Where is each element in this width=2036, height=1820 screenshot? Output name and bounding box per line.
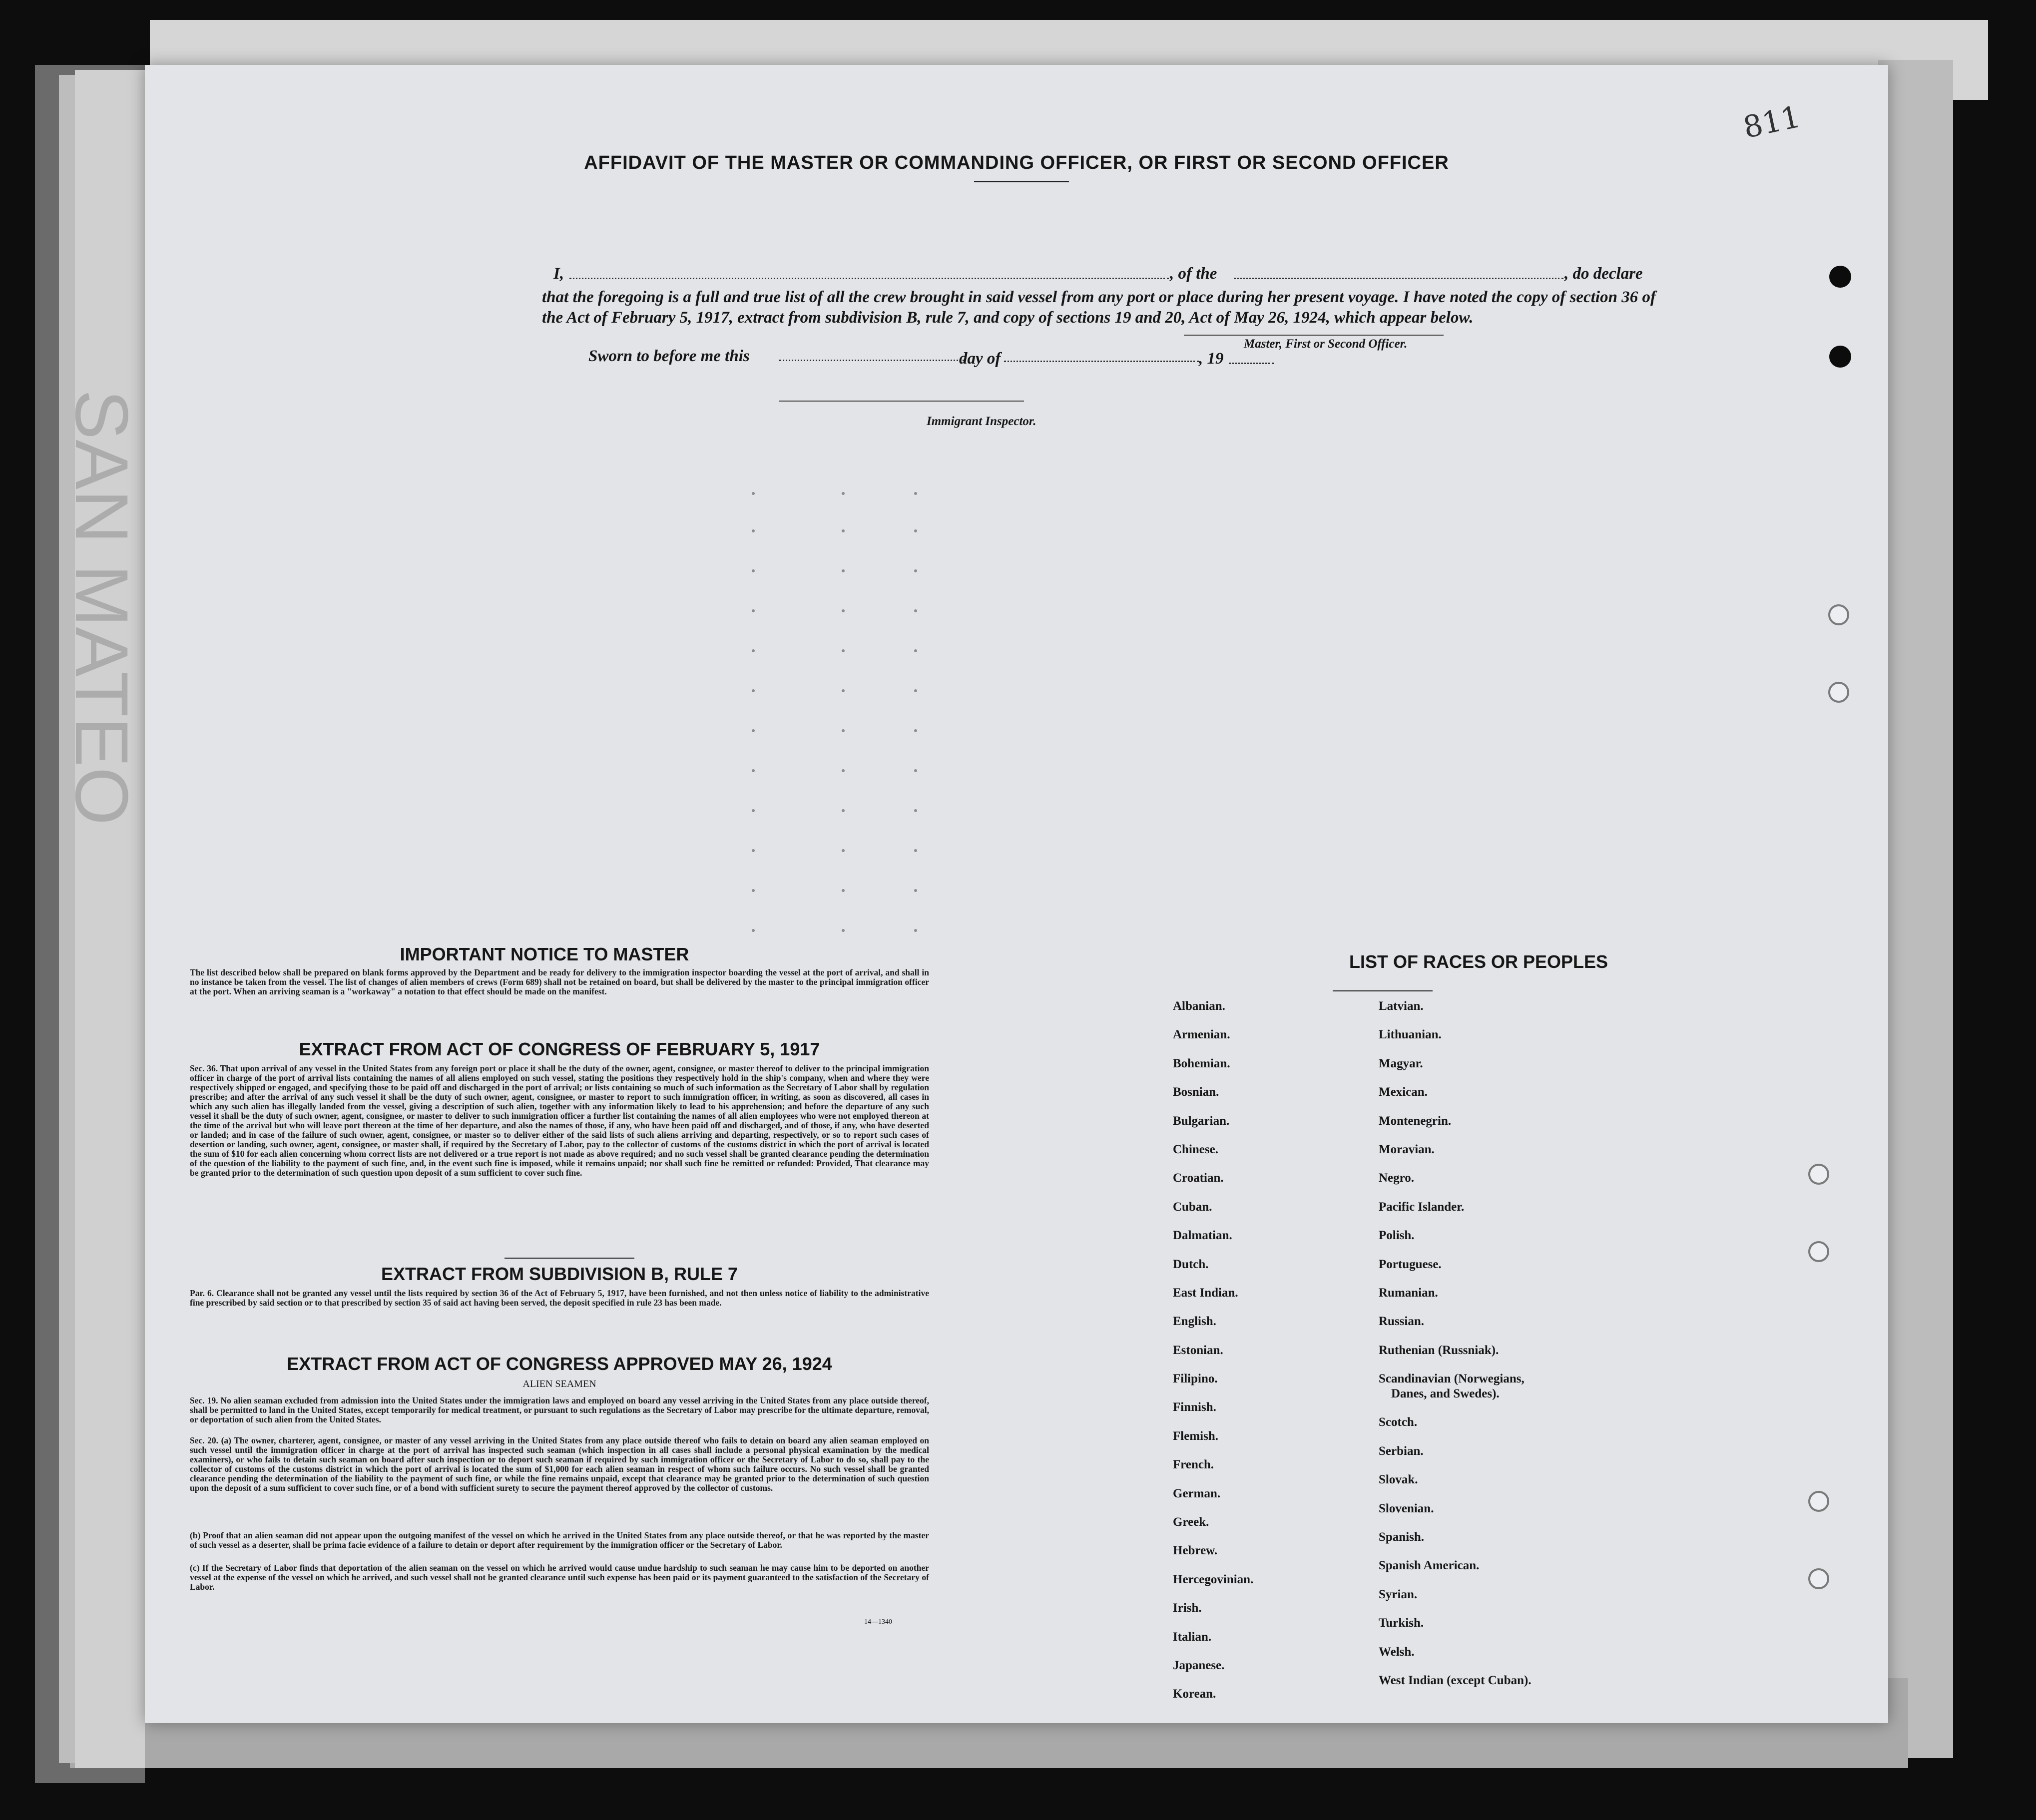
bleed-mark xyxy=(914,529,917,532)
race-item: Italian. xyxy=(1173,1630,1212,1644)
punch-hole xyxy=(1829,266,1851,288)
bleed-mark xyxy=(842,929,845,932)
race-item: Flemish. xyxy=(1173,1429,1218,1443)
punch-hole-ring xyxy=(1808,1164,1829,1185)
bleed-mark xyxy=(842,809,845,812)
document-page xyxy=(145,65,1888,1723)
race-item: Japanese. xyxy=(1173,1658,1225,1672)
sworn-year-field[interactable] xyxy=(1229,363,1274,364)
bleed-mark xyxy=(752,569,755,572)
notice-title: IMPORTANT NOTICE TO MASTER xyxy=(400,944,689,964)
officer-name-field[interactable] xyxy=(569,278,1169,279)
race-item: Albanian. xyxy=(1173,999,1225,1013)
extract-1924-sec20a: Sec. 20. (a) The owner, charterer, agent, consignee, or master of any vessel arriving in the United States from any place outside thereof who fails to detain on board any alien seaman employed on such vessel until the immigration officer in charge at the port of arrival has inspected such seaman (which inspection in all cases shall include a personal physical examination by the medical examiners), or who fails to detain such seaman on board after such inspection or to deport such seaman if required by such immigration officer or the Secretary of Labor to do so, shall pay to the collector of customs of the customs district in which the port of arrival is located the sum of $1,000 for each alien seaman in respect of whom such failure occurs. No such vessel shall be granted clearance pending the determination of the liability to the payment of such fine, or while the fine remains unpaid, except that clearance may be granted prior to the determination of such question upon the deposit of a sum sufficient to cover such fine, or of a bond with sufficient surety to secure the payment thereof approved by the collector of customs. xyxy=(190,1435,929,1493)
race-item: Hebrew. xyxy=(1173,1544,1218,1558)
race-item: German. xyxy=(1173,1486,1221,1500)
bleed-mark xyxy=(914,849,917,852)
race-item: Irish. xyxy=(1173,1601,1202,1615)
race-item: Rumanian. xyxy=(1379,1286,1438,1300)
day-of-label: day of xyxy=(959,350,1001,368)
notice-body: The list described below shall be prepared on blank forms approved by the Department and be ready for delivery to the immigration inspector boarding the vessel at the port of arrival, and shall in no instance be taken from the vessel. The list of changes of alien members of crews (Form 689) shall not be retained on board, but shall be delivered by the master to the principal immigration officer at the port. When an arriving seaman is a "workaway" a notation to that effect should be made on the manifest. xyxy=(190,967,929,996)
race-item: Welsh. xyxy=(1379,1645,1415,1659)
race-item: Armenian. xyxy=(1173,1028,1230,1042)
race-item: Chinese. xyxy=(1173,1142,1218,1156)
affidavit-declare-label: , do declare xyxy=(1564,265,1643,283)
inspector-signature-line[interactable] xyxy=(779,401,1024,402)
bleed-mark xyxy=(914,649,917,652)
punch-hole xyxy=(1829,346,1851,368)
race-item: Magyar. xyxy=(1379,1056,1423,1070)
race-item: Estonian. xyxy=(1173,1343,1223,1357)
race-item: Greek. xyxy=(1173,1515,1209,1529)
bleed-mark xyxy=(842,769,845,772)
race-item: East Indian. xyxy=(1173,1286,1238,1300)
bleed-mark xyxy=(914,809,917,812)
bleed-mark xyxy=(752,849,755,852)
race-item: Finnish. xyxy=(1173,1400,1216,1414)
race-item: Bohemian. xyxy=(1173,1056,1230,1070)
bleed-mark xyxy=(914,689,917,692)
race-item: West Indian (except Cuban). xyxy=(1379,1673,1531,1687)
affidavit-i-label: I, xyxy=(553,265,564,283)
extract-1924-title: EXTRACT FROM ACT OF CONGRESS APPROVED MAY 26, 1924 xyxy=(287,1354,832,1374)
race-item: Portuguese. xyxy=(1379,1257,1442,1271)
bleed-mark xyxy=(752,492,755,495)
extract-1924-sec20b: (b) Proof that an alien seaman did not appear upon the outgoing manifest of the vessel on which he arrived in the United States from any place outside thereof, or that he was reported by the master of such vessel as a deserter, shall be prima facie evidence of a failure to detain or deport after requirement by the immigration officer or the Secretary of Labor. xyxy=(190,1530,929,1550)
race-item: Bosnian. xyxy=(1173,1085,1219,1099)
affidavit-of-the-label: , of the xyxy=(1170,265,1217,283)
form-number: 14—1340 xyxy=(864,1618,892,1626)
race-item: Latvian. xyxy=(1379,999,1424,1013)
punch-hole-ring xyxy=(1828,604,1849,625)
sworn-label: Sworn to before me this xyxy=(588,347,750,365)
race-item: Danes, and Swedes). xyxy=(1391,1387,1500,1401)
punch-hole-ring xyxy=(1808,1568,1829,1589)
paper-edge-left-underlay-2 xyxy=(75,70,145,1768)
bleed-mark xyxy=(914,492,917,495)
race-item: Slovenian. xyxy=(1379,1501,1434,1515)
bleed-mark xyxy=(842,649,845,652)
race-item: Montenegrin. xyxy=(1379,1114,1452,1128)
bleed-mark xyxy=(842,569,845,572)
race-item: Negro. xyxy=(1379,1171,1415,1185)
bleed-mark xyxy=(914,609,917,612)
bleed-mark xyxy=(752,609,755,612)
affidavit-body: that the foregoing is a full and true list of all the crew brought in said vessel from any port or place during her present voyage. I have noted the copy of section 36 of the Act of February 5, 1917, extract from subdivision B, rule 7, and copy of sections 19 and 20, Act of May 26, 1924, which appear below. xyxy=(542,288,1656,327)
punch-hole-ring xyxy=(1828,682,1849,703)
race-item: Spanish. xyxy=(1379,1530,1425,1544)
extract-rule7-body: Par. 6. Clearance shall not be granted any vessel until the lists required by section 36 of the Act of February 5, 1917, have been furnished, and not then unless notice of liability to the administrative fine prescribed by said section or to that prescribed by section 35 of said act having been served, the deposit specified in rule 23 has been made. xyxy=(190,1288,929,1308)
bleed-mark xyxy=(842,609,845,612)
inspector-caption: Immigrant Inspector. xyxy=(927,415,1036,428)
bleed-mark xyxy=(752,769,755,772)
bleed-mark xyxy=(842,889,845,892)
bleed-mark xyxy=(914,889,917,892)
handwritten-note: 811 xyxy=(1740,99,1804,146)
sworn-day-field[interactable] xyxy=(779,360,964,361)
extract-1917-title: EXTRACT FROM ACT OF CONGRESS OF FEBRUARY 5, 1917 xyxy=(299,1039,820,1059)
bleed-mark xyxy=(752,649,755,652)
punch-hole-ring xyxy=(1808,1491,1829,1512)
races-list-left xyxy=(1173,999,1363,1716)
race-item: Ruthenian (Russniak). xyxy=(1379,1343,1499,1357)
races-list-right xyxy=(1379,999,1638,1702)
bleed-mark xyxy=(752,889,755,892)
bleed-mark xyxy=(752,809,755,812)
races-rule xyxy=(1333,990,1433,991)
paper-edge-right xyxy=(1878,60,1953,1758)
race-item: Hercegovinian. xyxy=(1173,1572,1254,1586)
extract-1917-body: Sec. 36. That upon arrival of any vessel in the United States from any foreign port or place it shall be the duty of the owner, agent, consignee, or master thereof to deliver to the principal immigration officer in charge of the port of arrival lists containing the names of all aliens employed on such vessel, stating the positions they respectively hold in the ship's company, when and where they were respectively shipped or engaged, and specifying those to be paid off and discharged in the port of arrival; or lists containing so much of such information as the Secretary of Labor shall by regulation prescribe; and after the arrival of any such vessel it shall be the duty of such owner, agent, consignee, or master to report to such immigration officer, in writing, as soon as discovered, all cases in which any such alien has illegally landed from the vessel, giving a description of such alien, together with any information likely to lead to his apprehension; and before the departure of any such vessel it shall be the duty of such owner, agent, consignee, or master to deliver to such immigration officer a further list containing the names of all alien employees who were not employed thereon at the time of the arrival but who will leave port thereon at the time of her departure, and also the names of those, if any, who have been paid off and discharged, and of those, if any, who have deserted or landed; and in case of the failure of such owner, agent, consignee, or master so to deliver either of the said lists of such aliens arriving and departing, respectively, or so to report such cases of desertion or landing, such owner, agent, consignee, or master shall, if required by the Secretary of Labor, pay to the collector of customs of the customs district in which the port of arrival is located the sum of $10 for each alien concerning whom correct lists are not delivered or a true report is not made as above required; and no such vessel shall be granted clearance pending the determination of the question of the liability to the payment of such fine, and, in the event such fine is imposed, while it remains unpaid; nor shall such fine be remitted or refunded: Provided, That clearance may be granted prior to the determination of such question upon deposit of a sum sufficient to cover such fine. xyxy=(190,1063,929,1178)
race-item: Filipino. xyxy=(1173,1372,1218,1386)
race-item: Cuban. xyxy=(1173,1200,1212,1214)
bleed-mark xyxy=(914,769,917,772)
race-item: Mexican. xyxy=(1379,1085,1428,1099)
bleed-mark xyxy=(752,689,755,692)
bleed-mark xyxy=(914,929,917,932)
race-item: Bulgarian. xyxy=(1173,1114,1230,1128)
race-item: Croatian. xyxy=(1173,1171,1224,1185)
affidavit-title: AFFIDAVIT OF THE MASTER OR COMMANDING OFFICER, OR FIRST OR SECOND OFFICER xyxy=(584,152,1449,173)
left-edge-stamp: SAN MATEO xyxy=(60,390,144,826)
bleed-mark xyxy=(914,729,917,732)
race-item: Spanish American. xyxy=(1379,1559,1480,1573)
title-rule xyxy=(974,181,1069,182)
extract-1924-sec19: Sec. 19. No alien seaman excluded from admission into the United States under the immigration laws and employed on board any vessel arriving in the United States from any place outside thereof, shall be permitted to land in the United States, except temporarily for medical treatment, or pursuant to such regulations as the Secretary of Labor may prescribe for the ultimate departure, removal, or deportation of such alien from the United States. xyxy=(190,1395,929,1424)
race-item: English. xyxy=(1173,1315,1216,1329)
races-title: LIST OF RACES OR PEOPLES xyxy=(1349,951,1608,972)
extract-1924-subtitle: ALIEN SEAMEN xyxy=(522,1378,596,1389)
race-item: Dalmatian. xyxy=(1173,1229,1232,1243)
bleed-mark xyxy=(752,729,755,732)
race-item: Korean. xyxy=(1173,1687,1216,1701)
section-rule xyxy=(505,1258,634,1259)
race-item: Slovak. xyxy=(1379,1473,1418,1487)
sworn-month-field[interactable] xyxy=(1004,361,1199,362)
bleed-mark xyxy=(842,729,845,732)
year-label: , 19 xyxy=(1199,350,1224,368)
race-item: Dutch. xyxy=(1173,1257,1209,1271)
race-item: Polish. xyxy=(1379,1229,1415,1243)
race-item: Moravian. xyxy=(1379,1142,1435,1156)
race-item: Scotch. xyxy=(1379,1415,1418,1429)
race-item: Turkish. xyxy=(1379,1616,1424,1630)
race-item: Russian. xyxy=(1379,1315,1425,1329)
race-item: Lithuanian. xyxy=(1379,1028,1442,1042)
extract-rule7-title: EXTRACT FROM SUBDIVISION B, RULE 7 xyxy=(381,1264,738,1284)
race-item: French. xyxy=(1173,1458,1214,1472)
race-item: Scandinavian (Norwegians, xyxy=(1379,1372,1525,1386)
bleed-mark xyxy=(842,849,845,852)
bleed-mark xyxy=(752,929,755,932)
race-item: Pacific Islander. xyxy=(1379,1200,1465,1214)
bleed-mark xyxy=(842,689,845,692)
master-signature-line[interactable] xyxy=(1184,335,1444,336)
race-item: Serbian. xyxy=(1379,1444,1424,1458)
bleed-mark xyxy=(842,492,845,495)
master-signature-caption: Master, First or Second Officer. xyxy=(1244,337,1408,351)
vessel-name-field[interactable] xyxy=(1234,278,1563,279)
race-item: Syrian. xyxy=(1379,1587,1418,1601)
extract-1924-sec20c: (c) If the Secretary of Labor finds that deportation of the alien seaman on the vessel on which he arrived would cause undue hardship to such seaman he may cause him to be deported on another vessel at the expense of the vessel on which he arrived, and such vessel shall not be granted clearance until such expense has been paid or its payment guaranteed to the satisfaction of the Secretary of Labor. xyxy=(190,1563,929,1592)
punch-hole-ring xyxy=(1808,1241,1829,1262)
bleed-mark xyxy=(752,529,755,532)
bleed-mark xyxy=(842,529,845,532)
bleed-mark xyxy=(914,569,917,572)
